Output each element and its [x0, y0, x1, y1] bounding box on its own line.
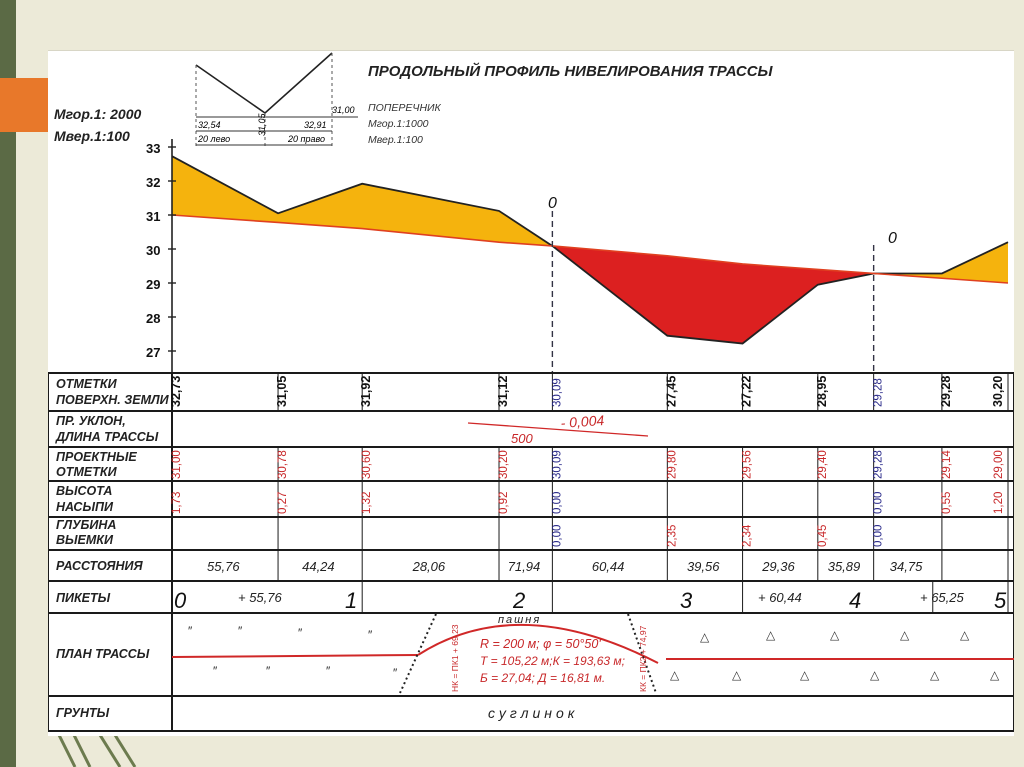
route-plan — [172, 614, 1014, 693]
label-distances: РАССТОЯНИЯ — [56, 559, 143, 573]
cross-center-elev: 31,05 — [257, 113, 267, 136]
distance: 55,76 — [207, 559, 240, 574]
picket-plus-1: + 55,76 — [238, 590, 282, 605]
picket-row — [174, 588, 1007, 613]
ground-elevation: 28,95 — [814, 375, 829, 407]
fill-height: 1,20 — [993, 491, 1005, 514]
design-elevation: 29,14 — [940, 450, 953, 479]
label-design-2: ОТМЕТКИ — [56, 465, 117, 479]
shrub-symbol: △ — [700, 630, 710, 644]
cross-scale-v: Мвер.1:100 — [368, 134, 423, 146]
arable-land-symbol: ″ — [298, 626, 303, 640]
y-tick: 27 — [146, 345, 161, 360]
fill-height: 0,00 — [551, 491, 564, 514]
vertical-scale: Мвер.1:100 — [54, 128, 130, 144]
y-tick: 32 — [146, 175, 161, 190]
label-fill-1: ВЫСОТА — [56, 484, 113, 498]
y-tick: 29 — [146, 277, 161, 292]
horizontal-scale: Мгор.1: 2000 — [54, 106, 142, 122]
design-elevation: 29,00 — [993, 450, 1005, 479]
arable-land-symbol: ″ — [368, 628, 373, 642]
label-slope-1: ПР. УКЛОН, — [56, 414, 126, 428]
picket-1: 1 — [345, 588, 358, 613]
cut-depth: 2,34 — [741, 524, 754, 547]
profile-chart — [172, 156, 1008, 373]
fill-area — [874, 242, 1008, 283]
cross-left-elev: 32,54 — [198, 120, 221, 130]
zero-mark-left: 0 — [548, 195, 557, 212]
slope-length: 500 — [511, 431, 533, 446]
fill-height: 0,55 — [940, 491, 953, 514]
ground-elevation: 27,45 — [664, 375, 679, 407]
plan-curve-2: T = 105,22 м;К = 193,63 м; — [480, 654, 625, 668]
cut-depth: 2,35 — [666, 524, 679, 547]
cross-right-elev: 32,91 — [304, 120, 327, 130]
design-elevation: 30,09 — [551, 450, 564, 479]
ground-elevation: 29,28 — [872, 378, 885, 407]
picket-5: 5 — [994, 588, 1007, 613]
elevation-axis — [146, 139, 176, 373]
arable-land-symbol: ″ — [393, 666, 398, 680]
table-values — [169, 376, 1005, 574]
profile-drawing — [48, 51, 1014, 736]
plan-curve-3: Б = 27,04; Д = 16,81 м. — [480, 671, 606, 685]
picket-4: 4 — [849, 588, 862, 613]
picket-3: 3 — [680, 588, 693, 613]
plan-curve-1: R = 200 м; φ = 50°50' — [480, 637, 601, 651]
design-elevation: 30,78 — [277, 450, 290, 479]
picket-plus-4: + 65,25 — [920, 590, 964, 605]
fill-height: 0,92 — [498, 491, 511, 514]
arable-land-symbol: ″ — [188, 624, 193, 638]
plan-nk: НК = ПК1 + 69,23 — [450, 624, 460, 692]
arable-land-symbol: ″ — [213, 664, 218, 678]
design-elevation: 30,20 — [498, 450, 511, 479]
cross-left-label: 20 лево — [198, 134, 231, 144]
design-elevation: 29,56 — [741, 450, 754, 479]
distance: 34,75 — [889, 559, 923, 574]
label-slope-2: ДЛИНА ТРАССЫ — [56, 430, 159, 444]
row-labels — [55, 377, 170, 720]
ground-elevation: 29,28 — [938, 375, 953, 407]
design-elevation: 29,40 — [816, 450, 829, 479]
ground-elevation: 31,92 — [359, 375, 374, 407]
slope-value: - 0,004 — [560, 411, 605, 431]
shrub-symbol: △ — [930, 668, 940, 682]
distance: 39,56 — [686, 559, 720, 574]
distance: 60,44 — [591, 559, 625, 574]
label-ground-1: ОТМЕТКИ — [56, 377, 117, 391]
soil-type: суглинок — [488, 705, 579, 721]
y-tick: 31 — [146, 209, 161, 224]
arable-land-symbol: ″ — [326, 664, 331, 678]
ground-elevation: 32,73 — [169, 375, 183, 407]
label-ground-2: ПОВЕРХН. ЗЕМЛИ — [56, 393, 169, 407]
label-cut-1: ГЛУБИНА — [56, 518, 117, 532]
y-tick: 30 — [146, 243, 161, 258]
shrub-symbol: △ — [670, 668, 680, 682]
ground-elevation: 31,05 — [275, 375, 290, 407]
design-elevation: 30,60 — [361, 450, 374, 479]
shrub-symbol: △ — [960, 628, 970, 642]
ground-elevation: 27,22 — [739, 375, 754, 407]
zero-mark-right: 0 — [888, 230, 897, 247]
cross-top-elev: 31,00 — [332, 105, 355, 115]
cross-title: ПОПЕРЕЧНИК — [368, 102, 441, 114]
arable-land-symbol: ″ — [238, 624, 243, 638]
cut-depth: 0,45 — [816, 524, 829, 547]
plan-kk: КК = ПК2 + 74,97 — [638, 625, 648, 692]
distance: 28,06 — [412, 559, 446, 574]
shrub-symbol: △ — [990, 668, 1000, 682]
cross-scale-h: Мгор.1:1000 — [368, 118, 429, 130]
page-title: ПРОДОЛЬНЫЙ ПРОФИЛЬ НИВЕЛИРОВАНИЯ ТРАССЫ — [368, 63, 773, 80]
distance: 35,89 — [827, 559, 861, 574]
label-pickets: ПИКЕТЫ — [56, 591, 111, 605]
shrub-symbol: △ — [870, 668, 880, 682]
shrub-symbol: △ — [766, 628, 776, 642]
y-tick: 28 — [146, 311, 161, 326]
cut-depth: 0,00 — [551, 524, 564, 547]
shrub-symbol: △ — [830, 628, 840, 642]
ground-elevation: 30,09 — [551, 378, 564, 407]
cut-depth: 0,00 — [872, 524, 885, 547]
ground-elevation: 31,12 — [496, 375, 511, 407]
fill-height: 1,73 — [171, 491, 183, 514]
label-design-1: ПРОЕКТНЫЕ — [56, 450, 137, 464]
label-plan: ПЛАН ТРАССЫ — [56, 647, 150, 661]
label-soil: ГРУНТЫ — [56, 706, 110, 720]
arable-land-symbol: ″ — [266, 664, 271, 678]
picket-2: 2 — [513, 588, 526, 613]
slide-accent-block — [0, 78, 48, 132]
fill-height: 0,27 — [277, 491, 290, 514]
y-tick: 33 — [146, 141, 161, 156]
shrub-symbol: △ — [732, 668, 742, 682]
fill-area — [172, 156, 552, 246]
label-fill-2: НАСЫПИ — [56, 500, 113, 514]
distance: 71,94 — [507, 559, 541, 574]
design-elevation: 31,00 — [171, 450, 183, 479]
picket-0: 0 — [174, 588, 187, 613]
ground-elevation: 30,20 — [991, 375, 1005, 407]
design-elevation: 29,80 — [666, 450, 679, 479]
shrub-symbol: △ — [900, 628, 910, 642]
distance: 29,36 — [762, 559, 795, 574]
cross-right-label: 20 право — [288, 134, 325, 144]
slope-line — [468, 423, 648, 436]
shrub-symbol: △ — [800, 668, 810, 682]
label-cut-2: ВЫЕМКИ — [56, 533, 113, 547]
distance: 44,24 — [302, 559, 335, 574]
plan-field: пашня — [498, 614, 542, 626]
fill-height: 1,32 — [361, 491, 374, 514]
design-elevation: 29,28 — [872, 450, 885, 479]
fill-height: 0,00 — [872, 491, 885, 514]
picket-plus-3: + 60,44 — [758, 590, 802, 605]
profile-sheet — [48, 50, 1014, 736]
